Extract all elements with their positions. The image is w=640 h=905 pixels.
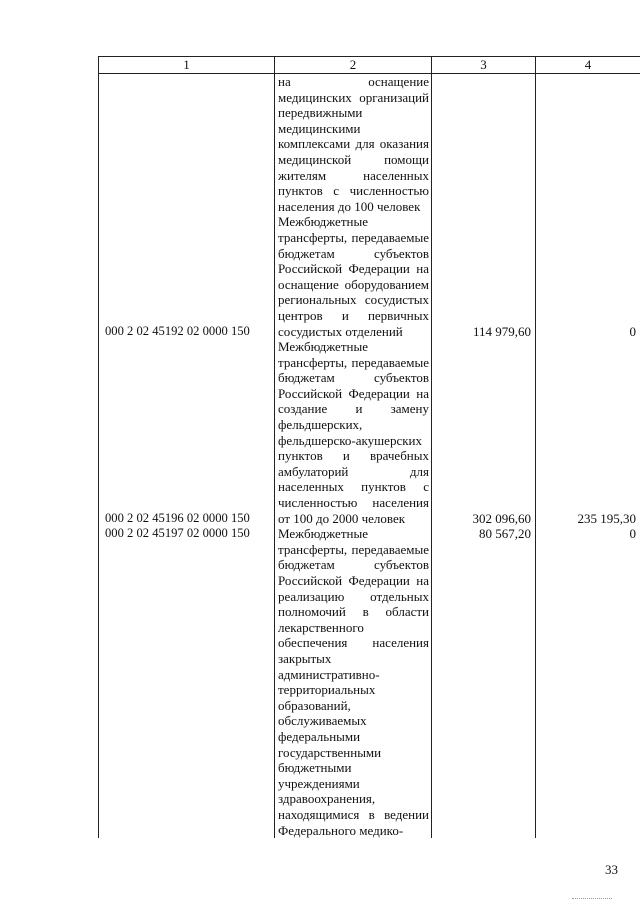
value-cell-col4: 0 — [536, 214, 640, 339]
table-row — [99, 339, 640, 526]
value-cell-col3: 114 979,60 — [432, 214, 536, 339]
code-cell: 000 2 02 45192 02 0000 150 — [99, 214, 275, 339]
code-cell: 000 2 02 45197 02 0000 150 — [99, 526, 275, 838]
column-header-2: 2 — [275, 57, 432, 74]
value-cell-col3: 302 096,60 — [432, 339, 536, 526]
column-header-1: 1 — [99, 57, 275, 74]
description-cell: Межбюджетные трансферты, передаваемые бюджетам субъектов Российской Федерации на оснащение оборудованием региональных сосудистых центров и первичных сосудистых отделений — [275, 214, 432, 339]
budget-table — [98, 56, 640, 838]
description-cell: Межбюджетные трансферты, передаваемые бюджетам субъектов Российской Федерации на создание и замену фельдшерских, фельдшерско-акушерских пунктов и врачебных амбулаторий для населенных пунктов с численностью населения от 100 до 2000 человек — [275, 339, 432, 526]
table-row — [99, 526, 640, 838]
value-cell-col4: 235 195,30 — [536, 339, 640, 526]
description-cell: на оснащение медицинских организаций передвижными медицинскими комплексами для оказания медицинской помощи жителям населенных пунктов с численностью населения до 100 человек — [275, 74, 432, 215]
value-cell — [536, 74, 640, 215]
code-cell — [99, 74, 275, 215]
scan-artifact — [572, 898, 612, 900]
column-header-4: 4 — [536, 57, 640, 74]
value-cell — [432, 74, 536, 215]
table-row — [99, 214, 640, 339]
table-row-continued — [99, 74, 640, 215]
page-number: 33 — [605, 862, 618, 877]
value-cell-col4: 0 — [536, 526, 640, 838]
header-row — [99, 57, 640, 74]
value-cell-col3: 80 567,20 — [432, 526, 536, 838]
column-header-3: 3 — [432, 57, 536, 74]
description-cell: Межбюджетные трансферты, передаваемые бюджетам субъектов Российской Федерации на реализацию отдельных полномочий в области лекарственного обеспечения населения закрытых административно-территориальных образований, обслуживаемых федеральными государственными бюджетными учреждениями здравоохранения, находящимися в ведении Федерального медико- — [275, 526, 432, 838]
code-cell: 000 2 02 45196 02 0000 150 — [99, 339, 275, 526]
